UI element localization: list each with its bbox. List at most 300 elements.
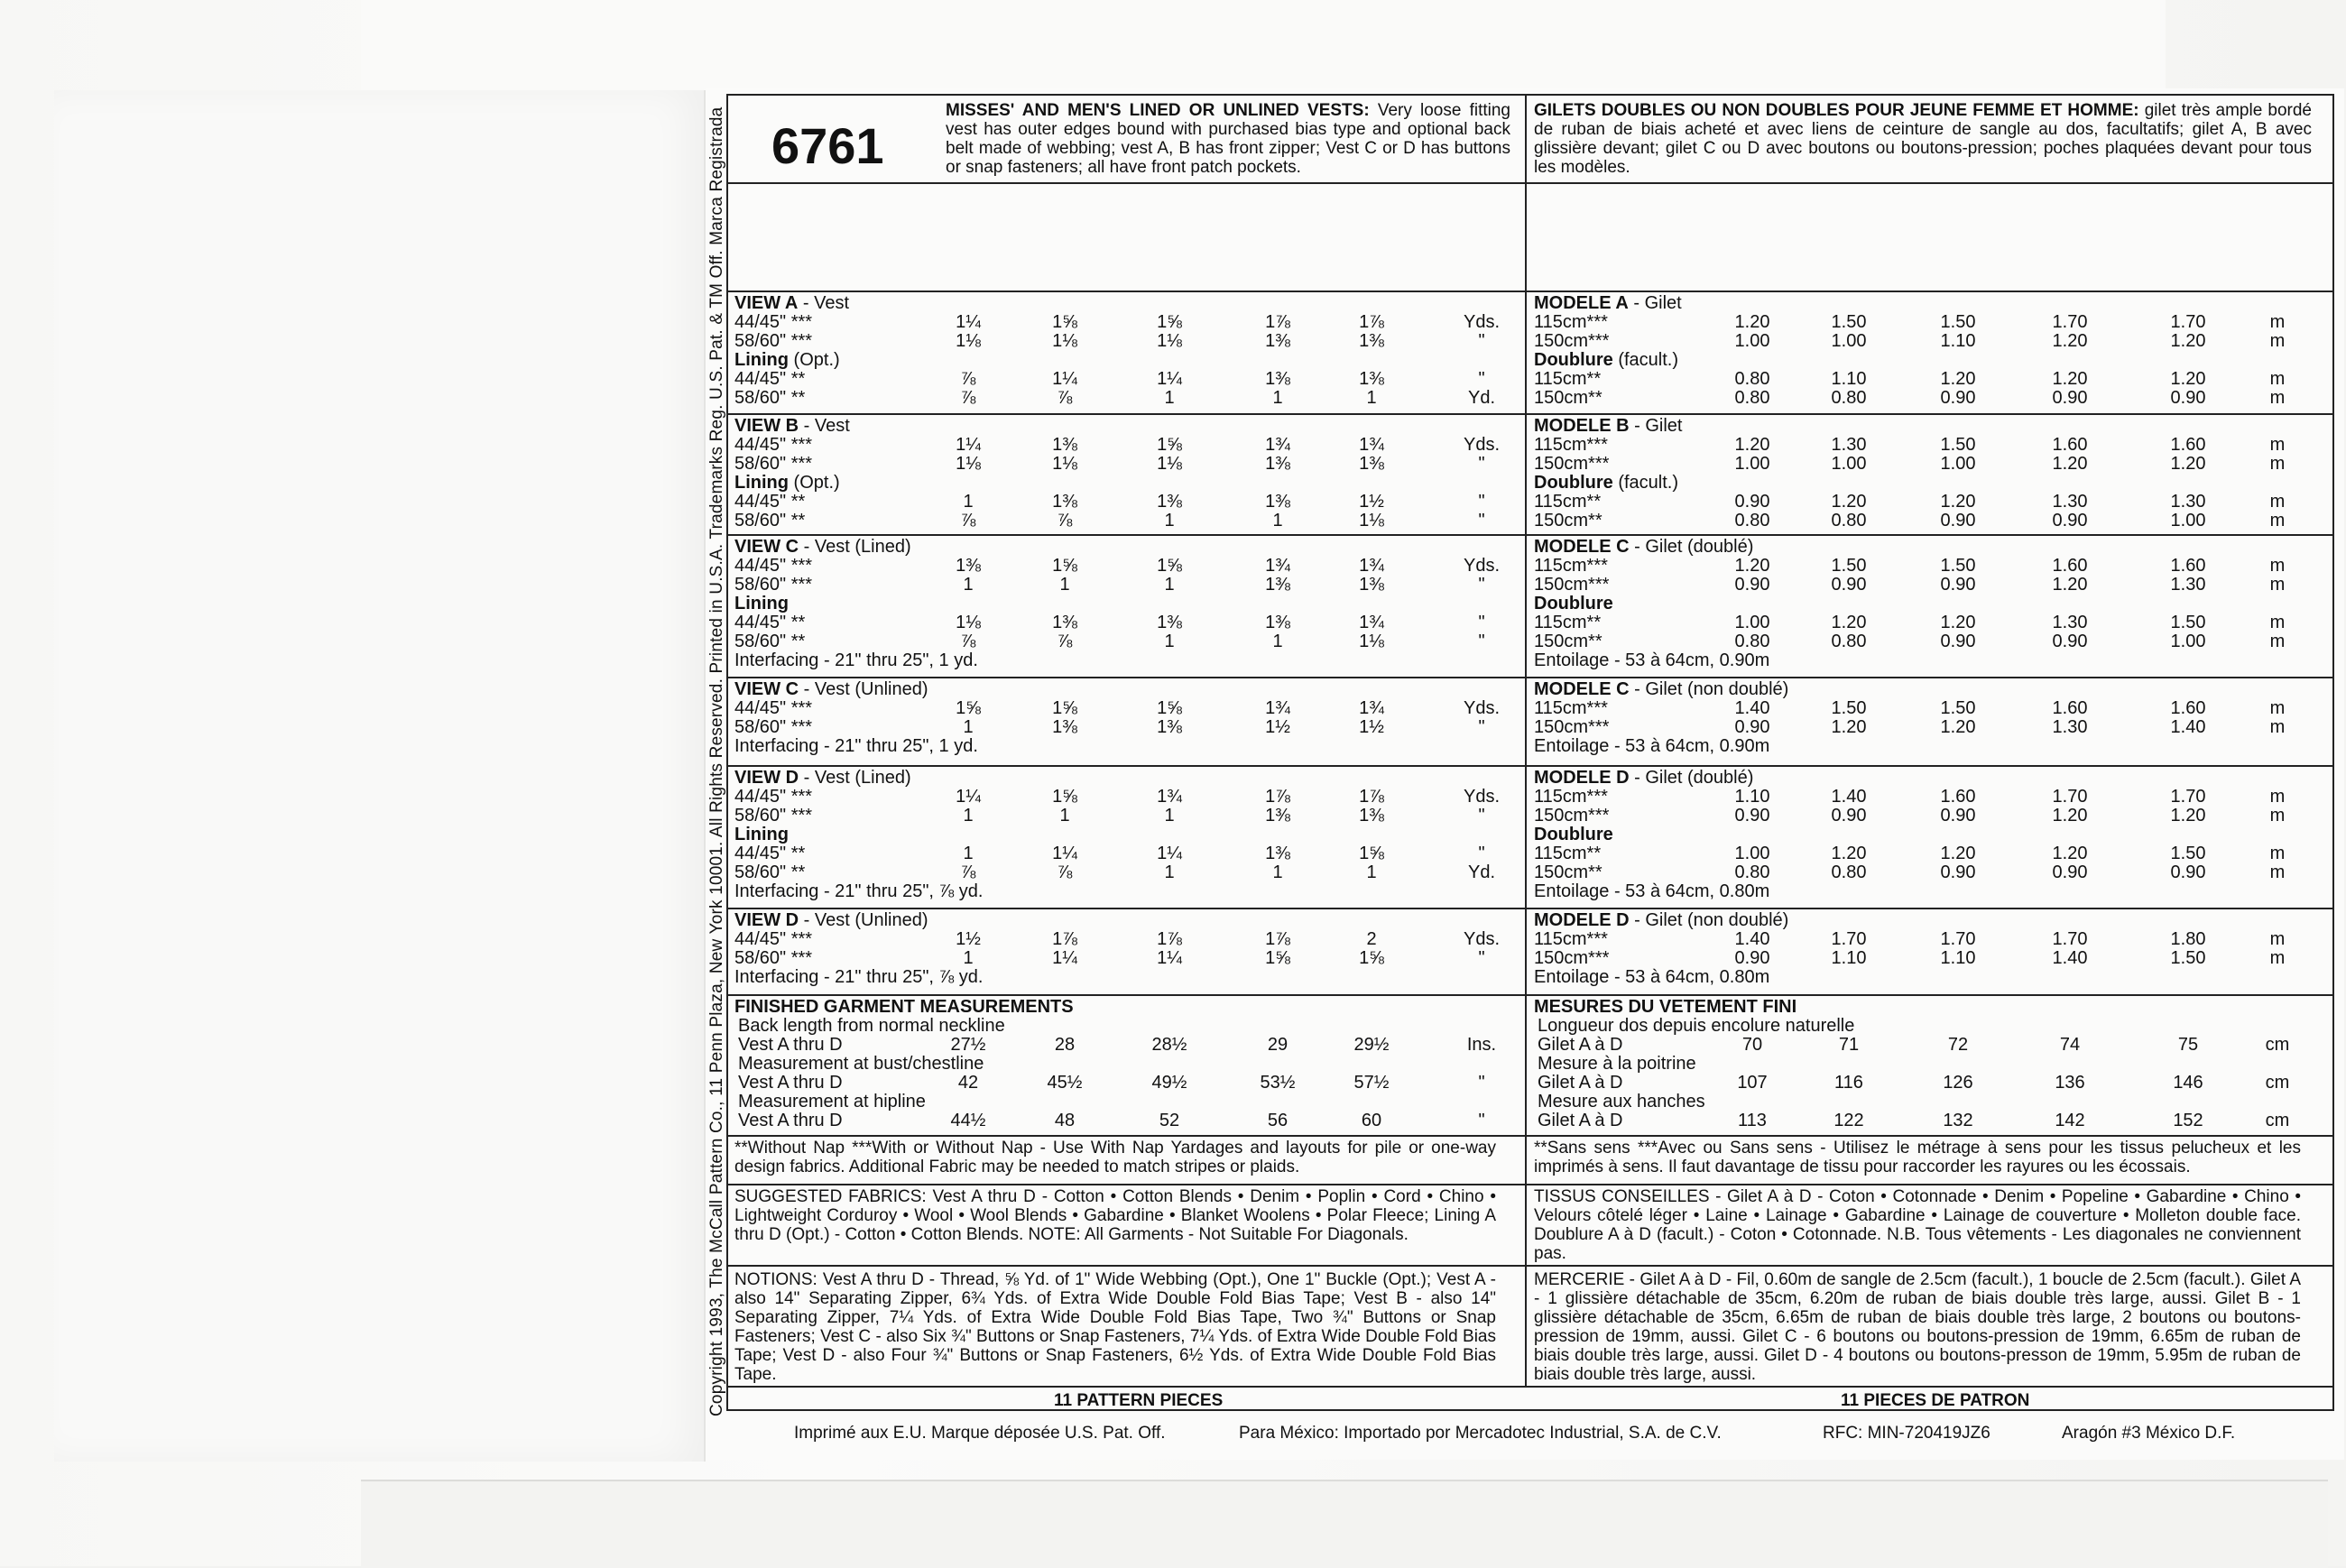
unit-label: m	[2269, 929, 2286, 949]
view-suffix: - Gilet (doublé)	[1629, 537, 1754, 557]
yardage-value: 1⅜	[1052, 717, 1077, 737]
view-suffix: - Gilet (doublé)	[1629, 768, 1754, 788]
unit-label: m	[2269, 575, 2286, 595]
measurement-value: 53½	[1260, 1073, 1296, 1093]
lining-label	[1534, 595, 1613, 613]
view-suffix: - Vest (Unlined)	[799, 910, 928, 930]
lining-title: Lining	[734, 350, 789, 370]
yardage-value: 0.80	[1831, 632, 1867, 651]
yardage-value: 0.90	[1940, 511, 1976, 530]
fabric-width-label: 58/60" **	[734, 511, 806, 530]
yardage-value: 1⅞	[1359, 312, 1384, 332]
yardage-value: 1.20	[2052, 806, 2088, 826]
yardage-value: 1.20	[2170, 806, 2206, 826]
measurement-value: 56	[1267, 1111, 1288, 1130]
measurement-label: Measurement at hipline	[738, 1092, 926, 1111]
finished-measurements-title: FINISHED GARMENT MEASUREMENTS	[734, 997, 1074, 1017]
yardage-value: 1.20	[1734, 312, 1770, 332]
finished-measurements-title: MESURES DU VETEMENT FINI	[1534, 997, 1797, 1017]
yardage-value: 1.50	[1940, 556, 1976, 576]
fabric-width-label: 44/45" ***	[734, 787, 813, 807]
fabric-width-label: 115cm***	[1534, 556, 1608, 576]
interfacing-note: Interfacing - 21" thru 25", 1 yd.	[734, 650, 978, 670]
view-suffix: - Gilet (non doublé)	[1629, 679, 1789, 699]
envelope-left-flap	[54, 90, 706, 1462]
yardage-value: 1⅝	[1359, 948, 1384, 968]
yardage-value: 0.80	[1734, 511, 1770, 530]
interfacing-note: Entoilage - 53 à 64cm, 0.90m	[1534, 650, 1770, 670]
view-suffix: - Gilet	[1629, 416, 1683, 436]
view-name: MODELE B	[1534, 416, 1630, 436]
view-name: VIEW B	[734, 416, 799, 436]
yardage-value: 1¾	[1265, 556, 1290, 576]
lining-note: (facult.)	[1612, 473, 1679, 493]
yardage-value: 1.70	[2052, 929, 2088, 949]
yardage-value: 1⅝	[1157, 435, 1182, 455]
yardage-value: 1.10	[1831, 369, 1867, 389]
unit-label: Yds.	[1463, 698, 1501, 718]
view-name: MODELE A	[1534, 293, 1629, 313]
yardage-value: 1.40	[1734, 929, 1770, 949]
measurement-value: 48	[1054, 1111, 1076, 1130]
header-separator	[726, 182, 2334, 184]
yardage-value: 1.70	[1940, 929, 1976, 949]
yardage-value: ⅞	[1057, 388, 1073, 408]
unit-label: "	[1478, 717, 1485, 737]
yardage-value: 0.80	[1734, 862, 1770, 882]
unit-label: "	[1478, 511, 1485, 530]
language-divider	[1525, 94, 1527, 1386]
measurement-value: 146	[2173, 1073, 2203, 1093]
footer-mexico: Para México: Importado por Mercadotec Industrial, S.A. de C.V.	[1239, 1424, 1722, 1443]
yardage-value: 1⅛	[1052, 331, 1077, 351]
yardage-value: 1.40	[2170, 717, 2206, 737]
yardage-value: 0.90	[1831, 806, 1867, 826]
fabric-width-label: 150cm**	[1534, 388, 1602, 408]
unit-label: m	[2269, 312, 2286, 332]
yardage-value: 0.90	[1940, 862, 1976, 882]
yardage-value: 1.50	[1940, 435, 1976, 455]
yardage-value: 1.20	[1831, 844, 1867, 863]
yardage-value: 1.50	[2170, 844, 2206, 863]
unit-label: "	[1478, 1111, 1485, 1130]
yardage-value: 1.20	[2052, 331, 2088, 351]
yardage-value: 0.90	[1734, 492, 1770, 512]
fabric-width-label: 150cm**	[1534, 511, 1602, 530]
yardage-value: 1⅝	[1265, 948, 1290, 968]
yardage-value: 1⅝	[1052, 312, 1077, 332]
view-title	[734, 680, 928, 699]
pieces-separator	[726, 1386, 2334, 1388]
yardage-value: 1.30	[1831, 435, 1867, 455]
yardage-value: 1.10	[1734, 787, 1770, 807]
yardage-value: 0.90	[2052, 511, 2088, 530]
description-fr-title: GILETS DOUBLES OU NON DOUBLES POUR JEUNE FEMME ET HOMME:	[1534, 101, 2139, 120]
yardage-value: 1⅜	[1359, 454, 1384, 474]
yardage-value: 1⅞	[1265, 787, 1290, 807]
yardage-value: 1.00	[1831, 331, 1867, 351]
yardage-value: ⅞	[960, 511, 976, 530]
measurement-value: 136	[2055, 1073, 2085, 1093]
yardage-value: 0.80	[1831, 862, 1867, 882]
fabric-width-label: 150cm**	[1534, 632, 1602, 651]
lining-label	[734, 474, 840, 493]
unit-label: m	[2269, 844, 2286, 863]
fabric-width-label: 44/45" **	[734, 369, 806, 389]
measurement-value: 28½	[1151, 1035, 1187, 1055]
view-suffix: - Vest (Lined)	[799, 537, 911, 557]
fabric-width-label: 115cm***	[1534, 435, 1608, 455]
view-name: VIEW C	[734, 537, 799, 557]
yardage-value: 1⅜	[1265, 331, 1290, 351]
yardage-value: 1⅜	[1359, 806, 1384, 826]
yardage-value: 0.80	[1831, 511, 1867, 530]
interfacing-note: Interfacing - 21" thru 25", ⅞ yd.	[734, 881, 984, 901]
yardage-value: 0.90	[2170, 388, 2206, 408]
measurement-value: 74	[2059, 1035, 2081, 1055]
lining-label	[1534, 826, 1613, 844]
lining-title: Lining	[734, 594, 789, 613]
view-name: VIEW A	[734, 293, 799, 313]
yardage-value: 1⅝	[956, 698, 981, 718]
yardage-value: 1.50	[2170, 948, 2206, 968]
measurement-value: 122	[1833, 1111, 1864, 1130]
yardage-value: 1⅛	[1052, 454, 1077, 474]
lining-note: (facult.)	[1612, 350, 1679, 370]
measurement-value: 116	[1834, 1073, 1863, 1093]
yardage-value: 1.20	[1734, 435, 1770, 455]
yardage-value: ⅞	[960, 632, 976, 651]
yardage-value: 1¼	[1157, 844, 1182, 863]
unit-label: m	[2269, 862, 2286, 882]
lining-label	[734, 595, 789, 613]
measurement-row-label: Vest A thru D	[738, 1073, 843, 1093]
yardage-value: 1	[963, 806, 974, 826]
yardage-value: 1.60	[2052, 556, 2088, 576]
yardage-value: 1	[1164, 806, 1175, 826]
fabric-width-label: 115cm***	[1534, 787, 1608, 807]
yardage-value: 1	[1164, 511, 1175, 530]
yardage-value: 1.20	[1940, 369, 1976, 389]
measurement-value: 72	[1947, 1035, 1969, 1055]
measurement-value: 126	[1943, 1073, 1973, 1093]
measurement-value: 49½	[1151, 1073, 1187, 1093]
yardage-value: 1.00	[2170, 511, 2206, 530]
fabric-width-label: 44/45" **	[734, 844, 806, 863]
yardage-value: 1.20	[1940, 492, 1976, 512]
yardage-value: 1	[1164, 575, 1175, 595]
view-suffix: - Vest	[798, 293, 850, 313]
yardage-value: 1⅜	[956, 556, 981, 576]
yardage-value: ⅞	[1057, 632, 1073, 651]
unit-label: "	[1478, 844, 1485, 863]
view-name: MODELE C	[1534, 679, 1630, 699]
yardage-value: 1	[1366, 388, 1377, 408]
suggested-fabrics: TISSUS CONSEILLES - Gilet A à D - Coton • Cotonnade • Denim • Popeline • Gabardine • Chino • Velours côtelé léger • Laine • Lainage • Gabardine • Lainage de couverture • Molleton double face. Doublure A à D (facult.) - Coton • Cotonnade. N.B. Tous vêtements - Les diagonales ne conviennent pas.	[1534, 1187, 2301, 1263]
fabric-width-label: 115cm**	[1534, 613, 1602, 632]
yardage-value: 1⅜	[1052, 435, 1077, 455]
fabric-width-label: 44/45" ***	[734, 698, 813, 718]
yardage-value: 1½	[1359, 717, 1384, 737]
unit-label: m	[2269, 388, 2286, 408]
nap-note: **Without Nap ***With or Without Nap - Use With Nap Yardages and layouts for pile or one-way design fabrics. Additional Fabric may be needed to match stripes or plaids.	[734, 1139, 1496, 1176]
yardage-value: 1.20	[2170, 454, 2206, 474]
fabric-width-label: 44/45" ***	[734, 556, 813, 576]
section-separator	[726, 765, 2334, 767]
pattern-number: 6761	[771, 117, 884, 174]
yardage-value: 1⅝	[1052, 698, 1077, 718]
envelope-top-flap	[361, 0, 2166, 92]
fabrics-separator	[726, 1265, 2334, 1267]
measurement-value: 132	[1943, 1111, 1973, 1130]
measurement-label: Longueur dos depuis encolure naturelle	[1538, 1016, 1855, 1036]
fabric-width-label: 150cm***	[1534, 575, 1610, 595]
fabric-width-label: 115cm**	[1534, 844, 1602, 863]
yardage-value: 1¾	[1359, 435, 1384, 455]
view-title	[734, 538, 911, 557]
measurement-value: 44½	[950, 1111, 986, 1130]
unit-label: cm	[2265, 1111, 2290, 1130]
fabric-width-label: 44/45" ***	[734, 929, 813, 949]
yardage-value: 1.10	[1831, 948, 1867, 968]
fabric-width-label: 115cm***	[1534, 929, 1608, 949]
lining-label	[734, 826, 789, 844]
yardage-value: 1¾	[1265, 435, 1290, 455]
yardage-value: 1.10	[1940, 331, 1976, 351]
measurement-value: 107	[1737, 1073, 1768, 1093]
yardage-value: 1.00	[2170, 632, 2206, 651]
yardage-value: 1.20	[1831, 717, 1867, 737]
yardage-value: 1¾	[1359, 698, 1384, 718]
measurement-value: 28	[1054, 1035, 1076, 1055]
unit-label: Yds.	[1463, 312, 1501, 332]
description-en	[946, 101, 1510, 177]
lining-note: (Opt.)	[788, 473, 840, 493]
unit-label: m	[2269, 511, 2286, 530]
unit-label: "	[1478, 1073, 1485, 1093]
measurement-row-label: Gilet A à D	[1538, 1073, 1623, 1093]
yardage-value: 1.60	[2170, 698, 2206, 718]
yardage-value: 1⅜	[1052, 613, 1077, 632]
yardage-value: 1¼	[1157, 948, 1182, 968]
measurement-label: Mesure aux hanches	[1538, 1092, 1705, 1111]
yardage-value: 1.40	[1831, 787, 1867, 807]
view-name: MODELE D	[1534, 910, 1630, 930]
yardage-value: ⅞	[960, 369, 976, 389]
yardage-value: ⅞	[960, 388, 976, 408]
unit-label: m	[2269, 806, 2286, 826]
interfacing-note: Entoilage - 53 à 64cm, 0.80m	[1534, 967, 1770, 987]
yardage-value: 1.30	[2170, 492, 2206, 512]
yardage-value: 1.20	[2170, 331, 2206, 351]
yardage-value: 1⅞	[1157, 929, 1182, 949]
yardage-value: 1.40	[2052, 948, 2088, 968]
view-title	[1534, 769, 1753, 788]
view-title	[1534, 417, 1682, 436]
yardage-value: 1.20	[1734, 556, 1770, 576]
fabric-width-label: 150cm**	[1534, 862, 1602, 882]
measurement-label: Mesure à la poitrine	[1538, 1054, 1696, 1074]
yardage-value: 1.00	[1734, 613, 1770, 632]
lining-title: Doublure	[1534, 825, 1613, 844]
yardage-value: 0.90	[1734, 575, 1770, 595]
yardage-value: 1⅝	[1359, 844, 1384, 863]
yardage-value: 1⅞	[1359, 787, 1384, 807]
unit-label: m	[2269, 331, 2286, 351]
fabric-width-label: 150cm***	[1534, 717, 1610, 737]
unit-label: "	[1478, 613, 1485, 632]
view-title	[734, 417, 850, 436]
yardage-value: 1.80	[2170, 929, 2206, 949]
yardage-value: 1⅜	[1359, 331, 1384, 351]
yardage-value: 1¼	[1052, 369, 1077, 389]
view-title	[734, 911, 928, 930]
footer-address: Aragón #3 México D.F.	[2062, 1424, 2236, 1443]
pattern-pieces-count: 11 PIECES DE PATRON	[1841, 1391, 2030, 1410]
measurement-row-label: Gilet A à D	[1538, 1035, 1623, 1055]
measurement-row-label: Gilet A à D	[1538, 1111, 1623, 1130]
lining-note: (Opt.)	[788, 350, 840, 370]
fabric-width-label: 115cm**	[1534, 492, 1602, 512]
interfacing-note: Interfacing - 21" thru 25", ⅞ yd.	[734, 967, 984, 987]
view-name: VIEW D	[734, 910, 799, 930]
yardage-value: 1.20	[1940, 613, 1976, 632]
unit-label: m	[2269, 556, 2286, 576]
yardage-value: ⅞	[1057, 511, 1073, 530]
yardage-value: 1.30	[2052, 613, 2088, 632]
yardage-value: 1⅛	[1359, 632, 1384, 651]
yardage-value: 1⅝	[1157, 556, 1182, 576]
yardage-value: 1.10	[1940, 948, 1976, 968]
yardage-value: 1.00	[1831, 454, 1867, 474]
unit-label: m	[2269, 454, 2286, 474]
fabric-width-label: 58/60" **	[734, 862, 806, 882]
fabric-width-label: 150cm***	[1534, 331, 1610, 351]
yardage-value: 1.60	[1940, 787, 1976, 807]
yardage-value: 1⅜	[1265, 575, 1290, 595]
measurement-value: 75	[2177, 1035, 2199, 1055]
yardage-value: 1.00	[1940, 454, 1976, 474]
yardage-value: 1	[1366, 862, 1377, 882]
section-separator	[726, 677, 2334, 678]
finished-separator	[726, 1135, 2334, 1137]
yardage-value: 1.50	[1940, 698, 1976, 718]
yardage-value: 1⅜	[1265, 369, 1290, 389]
section-separator	[726, 534, 2334, 536]
yardage-value: 1⅜	[1265, 454, 1290, 474]
unit-label: "	[1478, 331, 1485, 351]
yardage-value: 1¾	[1359, 613, 1384, 632]
view-title	[1534, 538, 1753, 557]
yardage-value: 0.90	[1940, 388, 1976, 408]
notions: MERCERIE - Gilet A à D - Fil, 0.60m de sangle de 2.5cm (facult.), 1 boucle de 2.5cm (facult.). Gilet A - 1 glissière détachable de 35cm, 6.20m de ruban de biais double très large, aussi. Gilet B - 1 glissière détachable de 35cm, 6.65m de ruban de biais double très large, 2 boutons ou boutons-pression de 19mm, aussi. Gilet C - 6 boutons ou boutons-pression de 19mm, 6.65m de ruban de biais double très large, aussi. Gilet D - 4 boutons ou boutons-presson de 19mm, 5.95m de ruban de biais double très large, aussi.	[1534, 1270, 2301, 1384]
measurement-value: 29	[1267, 1035, 1288, 1055]
fabric-width-label: 58/60" ***	[734, 575, 813, 595]
view-title	[734, 769, 911, 788]
yardage-value: 1.50	[2170, 613, 2206, 632]
view-suffix: - Vest (Unlined)	[799, 679, 928, 699]
yardage-value: 1	[1272, 511, 1283, 530]
fabric-width-label: 58/60" ***	[734, 806, 813, 826]
measurement-value: 113	[1738, 1111, 1767, 1130]
section-separator	[726, 291, 2334, 292]
unit-label: "	[1478, 632, 1485, 651]
pattern-pieces-count: 11 PATTERN PIECES	[1054, 1391, 1224, 1410]
notions: NOTIONS: Vest A thru D - Thread, ⅝ Yd. of 1" Wide Webbing (Opt.), One 1" Buckle (Opt.); Vest A - also 14" Separating Zipper, 6¾ Yds. of Extra Wide Double Fold Bias Tape; Vest B - also 14" Separating Zipper, 7¼ Yds. of Extra Wide Double Fold Bias Tape, Two ¾" Buttons or Snap Fasteners; Vest C - also Six ¾" Buttons or Snap Fasteners, 7¼ Yds. of Extra Wide Double Fold Bias Tape; Vest D - also Four ¾" Buttons or Snap Fasteners, 6½ Yds. of Extra Wide Double Fold Bias Tape.	[734, 1270, 1496, 1384]
yardage-value: ⅞	[1057, 862, 1073, 882]
yardage-value: 1.40	[1734, 698, 1770, 718]
lining-label	[734, 351, 840, 370]
yardage-value: 1⅛	[1359, 511, 1384, 530]
yardage-value: 1.20	[2052, 844, 2088, 863]
yardage-value: 1.20	[1940, 717, 1976, 737]
view-title	[734, 294, 849, 313]
description-fr	[1534, 101, 2312, 177]
view-title	[1534, 294, 1682, 313]
unit-label: "	[1478, 492, 1485, 512]
yardage-value: 1⅝	[1052, 787, 1077, 807]
yardage-value: 1⅜	[1265, 806, 1290, 826]
yardage-value: 1¼	[1052, 948, 1077, 968]
fabric-width-label: 150cm***	[1534, 806, 1610, 826]
lining-label	[1534, 351, 1678, 370]
yardage-value: 1½	[1359, 492, 1384, 512]
view-name: MODELE D	[1534, 768, 1630, 788]
fabric-width-label: 115cm**	[1534, 369, 1602, 389]
yardage-value: 1⅜	[1157, 492, 1182, 512]
unit-label: Yd.	[1467, 862, 1496, 882]
yardage-value: 1⅛	[1157, 331, 1182, 351]
unit-label: Yds.	[1463, 787, 1501, 807]
yardage-value: 1⅜	[1157, 717, 1182, 737]
yardage-value: 1.60	[2170, 556, 2206, 576]
yardage-value: 1⅞	[1265, 929, 1290, 949]
yardage-value: 1.60	[2052, 698, 2088, 718]
yardage-value: 1½	[1265, 717, 1290, 737]
yardage-value: 0.90	[1734, 806, 1770, 826]
yardage-value: 1.20	[2052, 369, 2088, 389]
yardage-value: 1⅝	[1157, 312, 1182, 332]
measurement-value: 42	[957, 1073, 979, 1093]
unit-label: m	[2269, 717, 2286, 737]
lining-title: Lining	[734, 825, 789, 844]
yardage-value: 1.50	[1940, 312, 1976, 332]
yardage-value: 1.20	[1831, 613, 1867, 632]
yardage-value: 1	[963, 575, 974, 595]
yardage-value: 0.80	[1734, 388, 1770, 408]
interfacing-note: Entoilage - 53 à 64cm, 0.90m	[1534, 736, 1770, 756]
measurement-value: 45½	[1047, 1073, 1083, 1093]
yardage-value: 1.70	[2052, 312, 2088, 332]
yardage-value: 0.90	[1940, 575, 1976, 595]
yardage-value: 1¼	[956, 435, 981, 455]
yardage-value: 1.70	[1831, 929, 1867, 949]
yardage-value: 1	[1059, 806, 1070, 826]
measurement-value: 57½	[1353, 1073, 1390, 1093]
fabric-width-label: 58/60" **	[734, 388, 806, 408]
yardage-value: 0.90	[1831, 575, 1867, 595]
yardage-value: 1⅛	[956, 331, 981, 351]
interfacing-note: Interfacing - 21" thru 25", 1 yd.	[734, 736, 978, 756]
unit-label: Yds.	[1463, 556, 1501, 576]
unit-label: m	[2269, 787, 2286, 807]
yardage-value: 0.90	[2052, 388, 2088, 408]
measurement-value: 52	[1159, 1111, 1180, 1130]
fabric-width-label: 44/45" ***	[734, 435, 813, 455]
footer-rfc: RFC: MIN-720419JZ6	[1823, 1424, 1990, 1443]
yardage-value: 1⅝	[1157, 698, 1182, 718]
fabric-width-label: 58/60" ***	[734, 331, 813, 351]
